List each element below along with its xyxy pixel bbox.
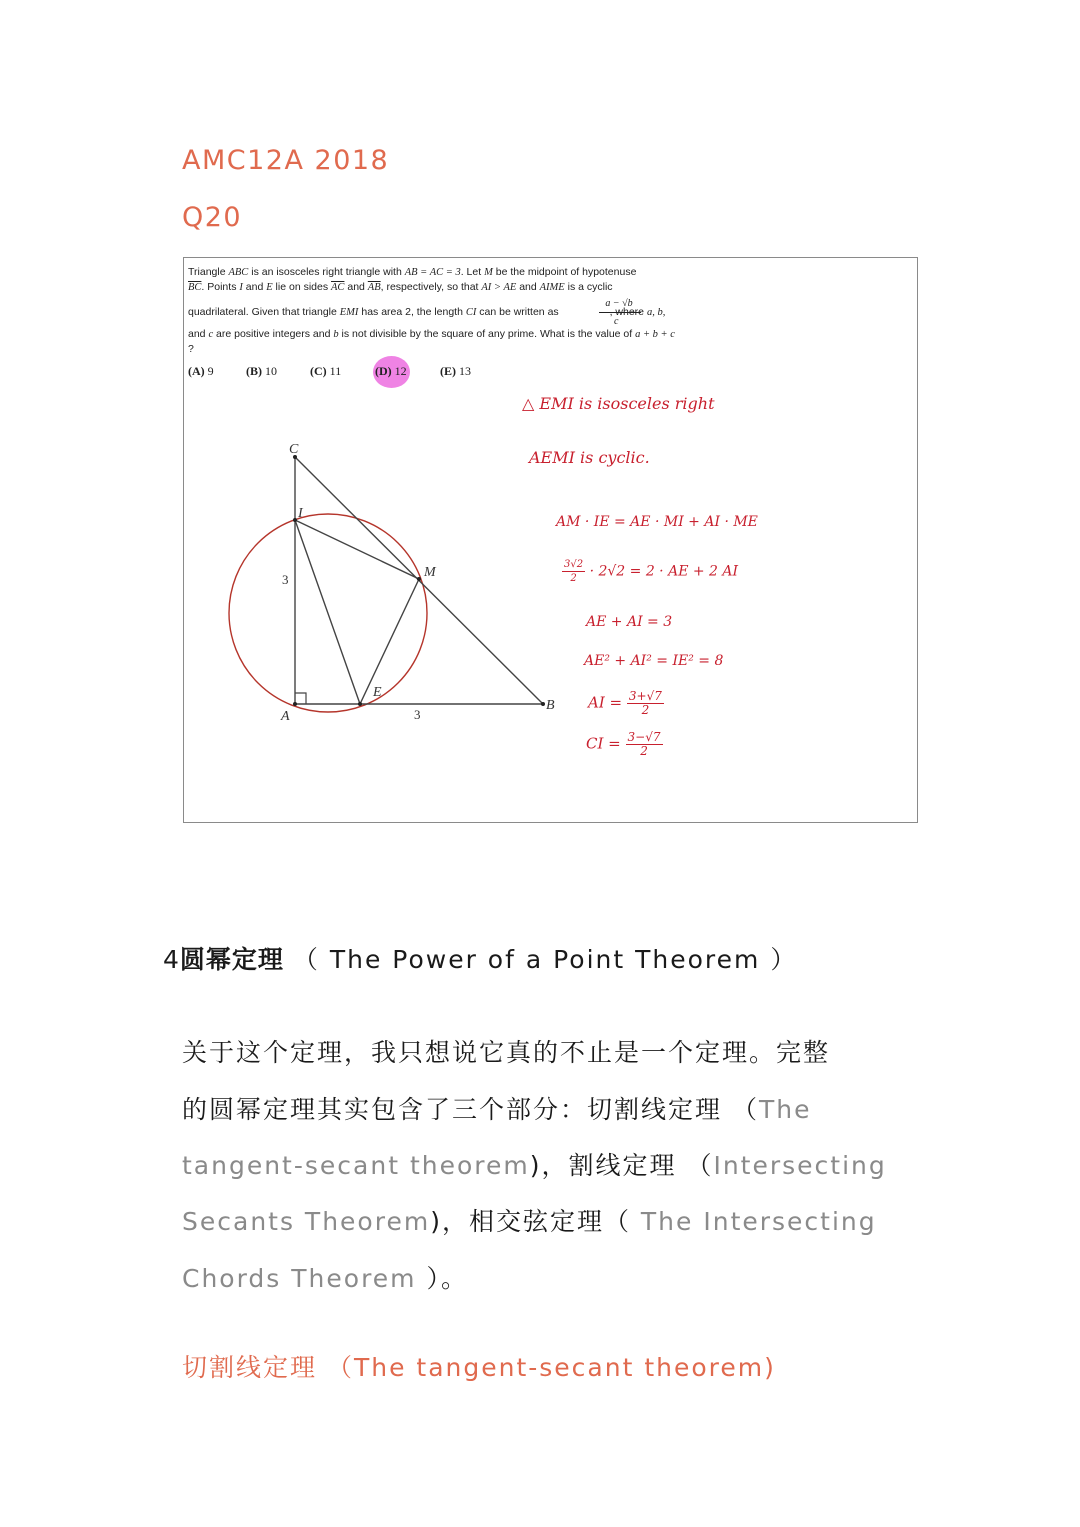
paragraph-line-4: Secants Theorem)，相交弦定理（ The Intersecting xyxy=(182,1207,877,1236)
choice-c: (C) 11 xyxy=(310,364,342,378)
label-c: C xyxy=(289,442,299,457)
triangle-emi xyxy=(295,520,419,704)
note-emi-isosceles: △ EMI is isosceles right xyxy=(522,394,715,413)
problem-line-1: Triangle ABC is an isosceles right triangle with AB = AC = 3. Let M be the midpoint of hypotenuse xyxy=(188,266,637,278)
label-i: I xyxy=(298,506,303,521)
problem-line-4: and c are positive integers and b is not divisible by the square of any prime. What is the value of a + b + c xyxy=(188,328,675,340)
problem-line-3: quadrilateral. Given that triangle EMI has area 2, the length CI can be written as , where a, b, xyxy=(188,306,666,318)
label-side-ab: 3 xyxy=(414,707,421,722)
note-ci-value: CI = $\frac{3-√7}{2}$ xyxy=(586,730,661,758)
right-angle-mark xyxy=(295,693,306,704)
question-number: Q20 xyxy=(182,202,243,233)
fraction-numerator: a − √b xyxy=(605,298,633,309)
paragraph-line-3: tangent-secant theorem)，割线定理 （Intersecting xyxy=(182,1151,887,1180)
note-ptolemy-substituted: $\frac{3√2}{2}$ · 2√2 = 2 · AE + 2 AI xyxy=(564,559,739,584)
geometry-figure xyxy=(184,258,919,824)
fraction-denominator: c xyxy=(614,316,619,327)
problem-line-5: ? xyxy=(188,343,194,355)
note-ai-value: AI = $\frac{3+√7}{2}$ xyxy=(588,689,662,717)
note-ptolemy: AM · IE = AE · MI + AI · ME xyxy=(556,514,758,530)
note-pythagoras: AE² + AI² = IE² = 8 xyxy=(584,653,724,669)
paragraph-line-5: Chords Theorem ）。 xyxy=(182,1264,468,1293)
choice-b: (B) 10 xyxy=(246,364,277,378)
choice-d: (D) 12 xyxy=(375,364,407,378)
problem-line-2: $\overline{BC}$. Points I and E lie on sides $\overline{AC}$ and $\overline{AB}$, respectively, so that AI > AE and AIME is a cyclic xyxy=(188,281,613,293)
note-sum: AE + AI = 3 xyxy=(586,614,673,630)
paragraph-line-1: 关于这个定理，我只想说它真的不止是一个定理。完整 xyxy=(182,1038,831,1067)
label-b: B xyxy=(546,698,555,713)
choice-e: (E) 13 xyxy=(440,364,471,378)
subsection-heading: 切割线定理 （The tangent-secant theorem) xyxy=(182,1353,776,1382)
section-heading: 4圆幂定理 （ The Power of a Point Theorem ） xyxy=(163,945,798,974)
note-aemi-cyclic: AEMI is cyclic. xyxy=(529,448,650,467)
label-m: M xyxy=(424,565,436,580)
choice-a: (A) 9 xyxy=(188,364,214,378)
label-e: E xyxy=(373,685,382,700)
label-a: A xyxy=(281,709,290,724)
paragraph-line-2: 的圆幂定理其实包含了三个部分：切割线定理 （The xyxy=(182,1095,812,1124)
problem-screenshot xyxy=(183,257,918,823)
contest-title: AMC12A 2018 xyxy=(182,145,390,176)
label-side-ac: 3 xyxy=(282,572,289,587)
